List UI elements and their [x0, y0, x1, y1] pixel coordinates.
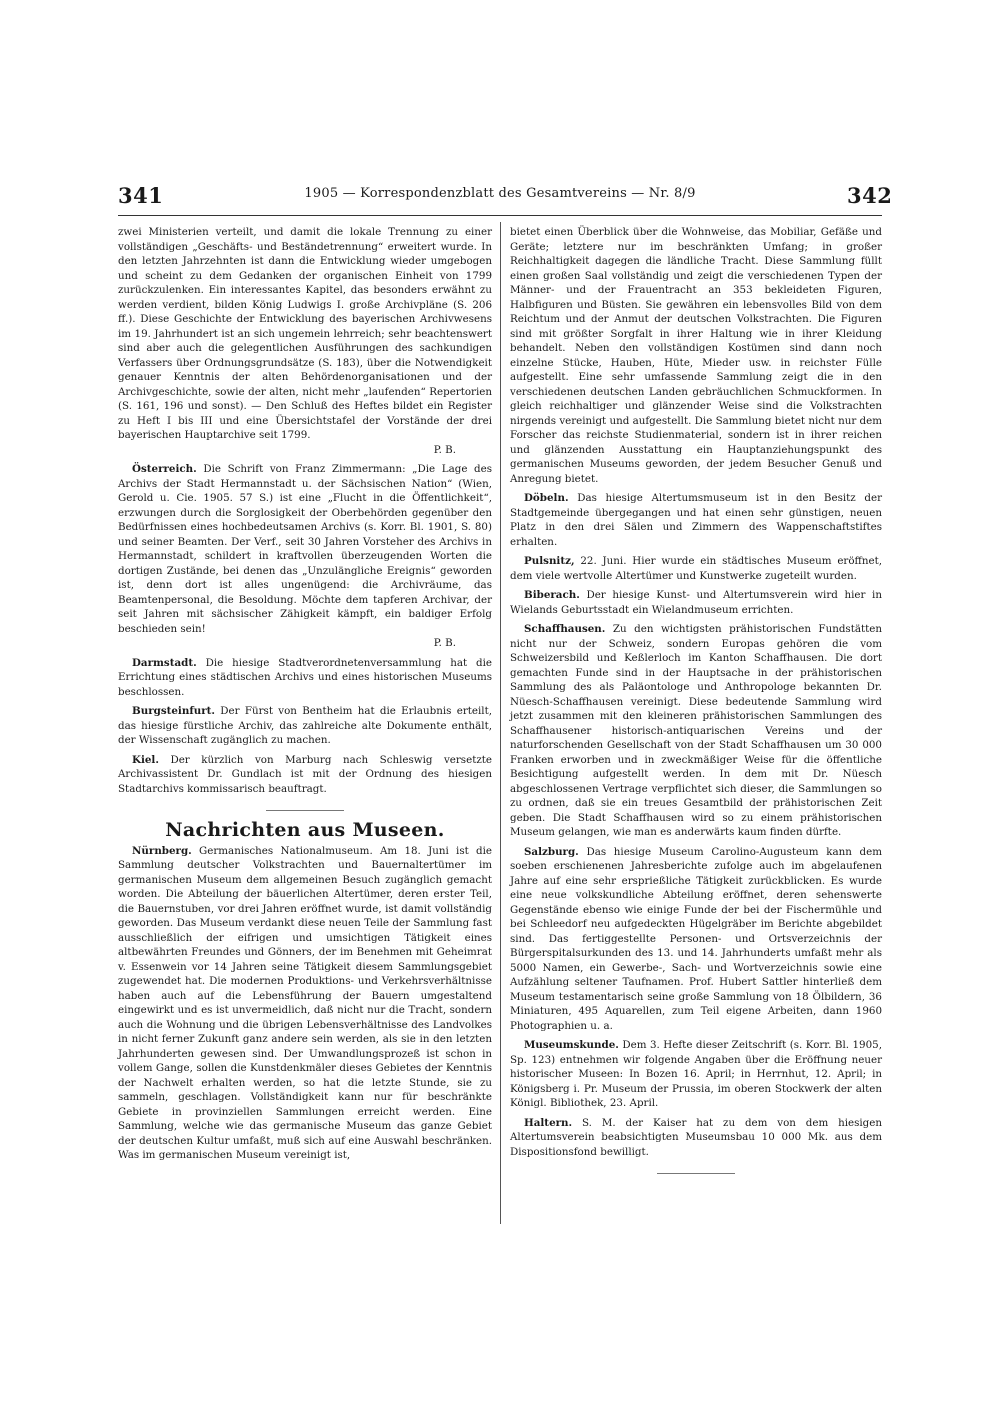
- paragraph-text: Der Fürst von Bentheim hat die Erlaubnis erteilt, das hiesige fürstliche Archiv, das zahlreiche alte Dokumente enthält, der Wissenschaft zugänglich zu machen.: [118, 705, 492, 746]
- paragraph-text: Zu den wichtigsten prähistorischen Fundstätten nicht nur der Schweiz, sondern Europas gehören die vom Schweizersbild und Keßlerloch im Kanton Schaffhausen. Die dort gemachten Funde sind in der Hauptsache in der prähistorischen Sammlung des als Paläontologe und Anthropologe bekannten Dr. Nüesch-Schaffhausen vereinigt. Diese bedeutende Sammlung wird jetzt zusammen mit den kleineren prähistorischen Sammlungen des Schaffhausener historisch-antiquarischen Vereins und der naturforschenden Gesellschaft von der Stadt Schaffhausen um 30 000 Franken erworben und in zweckmäßiger Weise für die öffentliche Besichtigung aufgestellt werden. In dem mit Dr. Nüesch abgeschlossenen Vertrage verpflichtet sich dieser, die Sammlungen so zu ordnen, daß sie ein treues Gesamtbild der prähistorischen Zeit geben. Die Stadt Schaffhausen wird so zu einem prähistorischen Museum gelangen, wie man es anderwärts kaum finden dürfte.: [510, 623, 882, 838]
- page-number-left: 341: [118, 183, 164, 208]
- place-name-lead: Salzburg.: [524, 845, 579, 858]
- section-divider: [266, 810, 344, 811]
- place-name-lead: Biberach.: [524, 589, 580, 601]
- page-number-right: 342: [847, 183, 893, 208]
- paragraph-text: Die Schrift von Franz Zimmermann: „Die Lage des Archivs der Stadt Hermannstadt u. der Sächsischen Nation“ (Wien, Gerold u. Cie. 1905. 57 S.) ist eine „Flucht in die Öffentlichkeit“, erzwungen durch die Sorglosigkeit der Oberbehörden gegenüber den Bedürfnissen eines hochbedeutsamen Archivs (s. Korr. Bl. 1901, S. 80) und seiner Beamten. Der Verf., seit 30 Jahren Vorsteher des Archivs in Hermannstadt, schildert in kraftvollen überzeugenden Worten die dortigen Zustände, bei denen das „Unzulängliche Ereignis“ geworden ist, denn dort ist alles ungenügend: die Archivräume, das Beamtenpersonal, die Besoldung. Möchte dem tapferen Archivar, der seit Jahren mit sächsischer Zähigkeit kämpft, ein baldiger Erfolg beschieden sein!: [118, 463, 492, 635]
- article-paragraph: [510, 1038, 882, 1111]
- place-name-lead: Burgsteinfurt.: [132, 705, 215, 717]
- author-initials: P. B.: [433, 443, 456, 456]
- paragraph-text: 22. Juni. Hier wurde ein städtisches Museum eröffnet, dem viele wertvolle Altertümer und Kunstwerke zugeteilt wurden.: [510, 555, 882, 582]
- place-name-lead: Darmstadt.: [132, 656, 197, 669]
- author-initials: P. B.: [433, 637, 456, 649]
- section-heading: Nachrichten aus Museen.: [165, 819, 445, 841]
- paragraph-text: zwei Ministerien verteilt, und damit die lokale Trennung zu einer vollständigen „Geschäfts- und Beständetrennung“ erweitert wurde. In den letzten Jahrzehnten ist dann die Entwicklung wieder umgebogen und scheint zu dem Gedanken der organischen Einheit von 1799 zurückzulenken. Ein interessantes Kapitel, das besonders erwähnt zu werden verdient, bilden König Ludwigs I. große Archivpläne (S. 206 ff.). Diese Geschichte der Entwicklung des bayerischen Archivwesens im 19. Jahrhundert ist an sich ungemein lehrreich; sehr beachtenswert sind aber auch die gelegentlichen Ausführungen des sachkundigen Verfassers über Ordnungsgrundsätze (S. 183), über die Notwendigkeit genauer Kenntnis der alten Behördenorganisationen und der Archivgeschichte, sowie der alten, nicht mehr „laufenden“ Repertorien (S. 161, 196 und sonst). — Den Schluß des Heftes bildet ein Register zu Heft I bis III und eine Übersichtstafel der Vorstände der drei bayerischen Hauptarchive seit 1799.: [118, 226, 492, 441]
- paragraph-text: Dem 3. Hefte dieser Zeitschrift (s. Korr. Bl. 1905, Sp. 123) entnehmen wir folgende Angaben über die Eröffnung neuer historischer Museen: In Bozen 16. April; in Herrnhut, 12. April; in Königsberg i. Pr. Museum der Prussia, im oberen Stockwerk der alten Königl. Bibliothek, 23. April.: [510, 1039, 882, 1109]
- paragraph-text: bietet einen Überblick über die Wohnweise, das Mobiliar, Gefäße und Geräte; letztere nur im beschränkten Umfang; in großer Reichhaltigkeit dagegen die ländliche Tracht. Diese Sammlung füllt einen großen Saal vollständig und zeigt die verschiedenen Typen der Männer- und der Frauentracht an 353 bekleideten Figuren, Halbfiguren und Büsten. Sie gewähren ein lebensvolles Bild von dem Reichtum und der Anmut der deutschen Volkstrachten. Die Figuren sind mit größter Sorgfalt in ihrer Haltung wie in ihrer Kleidung behandelt. Neben den vollständigen Kostümen sind dann noch einzelne Stücke, Hauben, Hüte, Mieder usw. in reichster Fülle aufgestellt. Eine sehr umfassende Sammlung zeigt die in den verschiedenen deutschen Landen gebräuchlichen Schmuckformen. In gleich reichhaltiger und glänzender Weise sind die Volkstrachten nirgends vereinigt und aufgestellt. Die Sammlung bietet nicht nur dem Forscher das reichste Studienmaterial, sondern ist in ihrer reichen und glänzenden Ausstattung ein Hauptanziehungspunkt des germanischen Museums geworden, der jedem Besucher Genuß und Anregung bietet.: [510, 226, 882, 485]
- article-paragraph: [510, 588, 882, 617]
- article-paragraph: [510, 622, 882, 840]
- place-name-lead: Österreich.: [132, 463, 197, 475]
- place-name-lead: Museumskunde.: [524, 1039, 619, 1051]
- section-divider: [657, 1173, 735, 1174]
- column-divider: [500, 222, 501, 1224]
- paragraph-text: S. M. der Kaiser hat zu dem von dem hiesigen Altertumsverein beabsichtigten Museumsbau 10 000 Mk. aus dem Dispositionsfond bewilligt.: [510, 1116, 882, 1158]
- article-paragraph: [118, 704, 492, 748]
- article-paragraph: [510, 225, 882, 486]
- place-name-lead: Haltern.: [524, 1116, 573, 1129]
- right-column: [510, 225, 882, 1186]
- place-name-lead: Schaffhausen.: [524, 623, 606, 635]
- paragraph-text: Germanisches Nationalmuseum. Am 18. Juni ist die Sammlung deutscher Volkstrachten und Bauernaltertümer im germanischen Museum dem allgemeinen Besuch zugänglich gemacht worden. Die Abteilung der bäuerlichen Altertümer, deren erster Teil, die Bauernstuben, vor drei Jahren eröffnet wurde, ist damit vollständig geworden. Das Museum verdankt diese neuen Teile der Sammlung fast ausschließlich der eifrigen und umsichtigen Tätigkeit eines altbewährten Freundes und Gönners, der im Benehmen mit Geheimrat v. Essenwein vor 14 Jahren seine Tätigkeit diesem Sammlungsgebiet zugewendet hat. Die modernen Produktions- und Verkehrsverhältnisse haben auch auf die Lebensführung der Bauern umgestaltend eingewirkt und es ist unvermeidlich, daß nicht nur die Tracht, sondern auch die Wohnung und die übrigen Lebensverhältnisse des Landvolkes in nicht ferner Zukunft ganz andere sein werden, als sie in den letzten Jahrhunderten gewesen sind. Der Umwandlungsprozeß ist schon in vollem Gange, sollen die Kunstdenkmäler dieses Gebietes der Kenntnis der Nachwelt erhalten werden, so hat die letzte Stunde, sie zu sammeln, geschlagen. Vollständigkeit kann nur für beschränkte Gebiete in provinziellen Sammlungen erreicht werden. Eine Sammlung, welche wie das germanische Museum das ganze Gebiet der deutschen Kultur umfaßt, muß sich auf eine Auswahl beschränken. Was im germanischen Museum vereinigt ist,: [118, 844, 492, 1161]
- article-paragraph: [510, 1116, 882, 1160]
- paragraph-text: Der kürzlich von Marburg nach Schleswig versetzte Archivassistent Dr. Gundlach ist mit der Ordnung des hiesigen Stadtarchivs kommissarisch beauftragt.: [118, 753, 492, 795]
- paragraph-text: Das hiesige Museum Carolino-Augusteum kann dem soeben erschienenen Jahresberichte zufolge auch im abgelaufenen Jahre auf eine sehr ersprießliche Tätigkeit zurückblicken. Es wurde eine neue volkskundliche Abteilung eröffnet, deren sehenswerte Gegenstände ebenso wie einige Funde der bei der Fischermühle und bei Schleedorf neu aufgedeckten Hügelgräber im Berichte abgebildet sind. Das fertiggestellte Personen- und Ortsverzeichnis der Bürgerspitalsurkunden des 13. und 14. Jahrhunderts umfaßt mehr als 5000 Namen, ein Gewerbe-, Sach- und Wortverzeichnis sowie eine Aufzählung seltener Taufnamen. Prof. Hubert Sattler hinterließ dem Museum testamentarisch seine große Sammlung von 18 Ölbildern, 36 Miniaturen, 495 Aquarellen, zum Teil eigene Arbeiten, dann 1960 Photographien u. a.: [510, 845, 882, 1032]
- place-name-lead: Nürnberg.: [132, 844, 192, 857]
- place-name-lead: Döbeln.: [524, 492, 569, 504]
- place-name-lead: Pulsnitz,: [524, 555, 575, 567]
- article-paragraph: [118, 844, 492, 1163]
- paragraph-text: Der hiesige Kunst- und Altertumsverein wird hier in Wielands Geburtsstadt ein Wielandmuseum errichten.: [510, 589, 882, 616]
- header-rule: [118, 215, 882, 216]
- article-paragraph: [118, 225, 492, 443]
- place-name-lead: Kiel.: [132, 753, 159, 766]
- article-paragraph: [118, 656, 492, 700]
- running-head: 1905 — Korrespondenzblatt des Gesamtvereins — Nr. 8/9: [304, 186, 696, 201]
- article-paragraph: [510, 845, 882, 1034]
- left-column: [118, 225, 492, 1163]
- article-paragraph: [118, 753, 492, 797]
- paragraph-text: Das hiesige Altertumsmuseum ist in den Besitz der Stadtgemeinde übergegangen und hat einen sehr günstigen, neuen Platz in den drei Sälen und Zimmern des Wappenschaftstiftes erhalten.: [510, 492, 883, 548]
- article-paragraph: [510, 554, 882, 583]
- article-paragraph: [510, 491, 882, 549]
- article-paragraph: [118, 462, 492, 636]
- paragraph-text: Die hiesige Stadtverordnetenversammlung hat die Errichtung eines städtischen Archivs und eines historischen Museums beschlossen.: [118, 656, 492, 698]
